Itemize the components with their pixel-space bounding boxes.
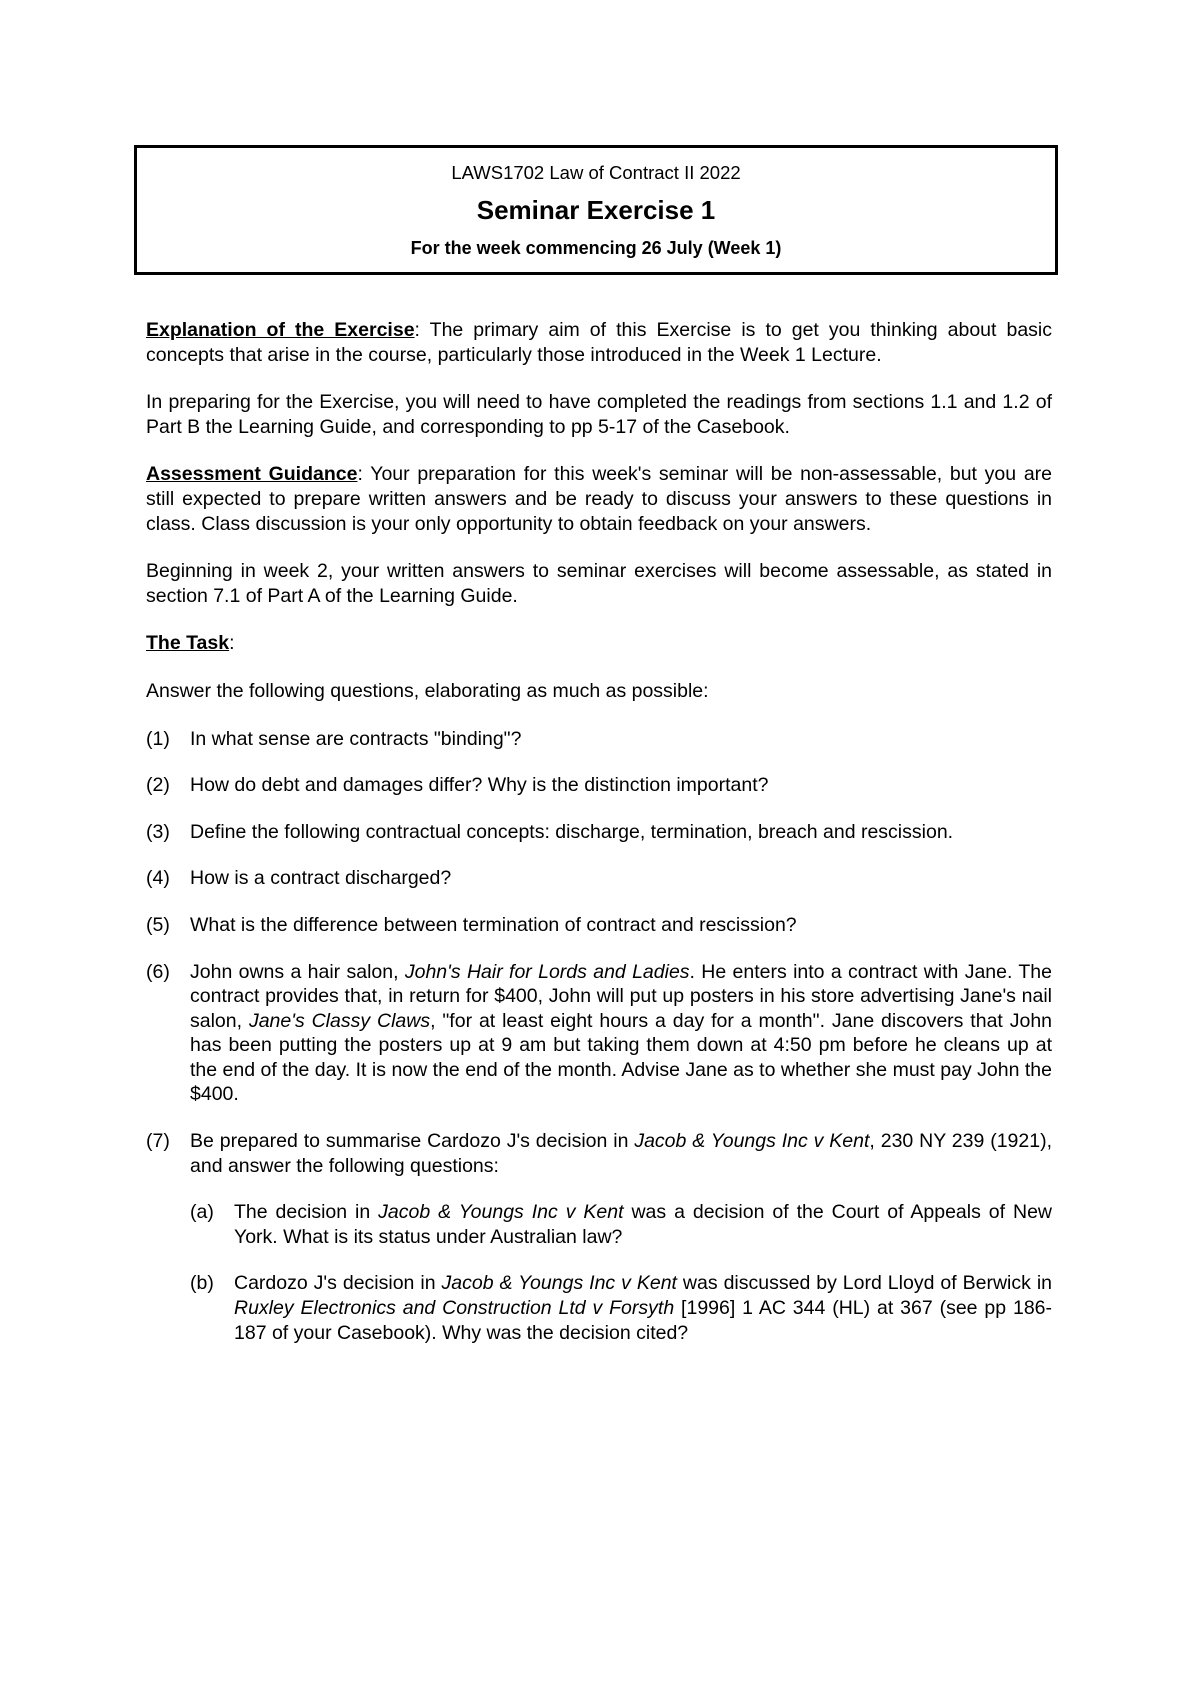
task-intro: Answer the following questions, elaborating as much as possible: <box>146 679 709 702</box>
question-text <box>190 1129 1052 1345</box>
text-segment: Be prepared to summarise Cardozo J's decision in <box>190 1130 635 1153</box>
text-segment: [1996] 1 AC 344 (HL) at 367 (see pp 186-187 of your Casebook). Why was the decision cited? <box>234 1297 1052 1344</box>
beginning-paragraph: Beginning in week 2, your written answers to seminar exercises will become assessable, as stated in section 7.1 of Part A of the Learning Guide. <box>146 560 1052 607</box>
text-segment: was a decision of the Court of Appeals of New York. What is its status under Australian law? <box>234 1201 1053 1248</box>
sub-question-number: (b) <box>190 1272 214 1295</box>
question-lead <box>190 1129 1052 1178</box>
explanation-paragraph <box>146 318 1052 367</box>
text-segment: , "for at least eight hours a day for a month". Jane discovers that John has been putting the posters up at 9 am but taking them down at 4:50 pm before he cleans up at the end of the day. It is now the end of the month. Advise Jane as to whether she must pay John the $400. <box>190 1009 1053 1106</box>
text-segment: . He enters into a contract with Jane. The contract provides that, in return for $400, John will put up posters in his store advertising Jane's nail salon, <box>190 960 1052 1032</box>
question-text: How do debt and damages differ? Why is the distinction important? <box>190 774 769 797</box>
sub-question-text <box>234 1200 1052 1249</box>
text-segment: John owns a hair salon, <box>190 960 405 983</box>
sub-question-list <box>190 1200 1052 1345</box>
question-item <box>146 866 1052 891</box>
text-segment: was discussed by Lord Lloyd of Berwick in <box>676 1272 1053 1295</box>
question-text: How is a contract discharged? <box>190 867 452 890</box>
title-box <box>134 145 1058 275</box>
seminar-title: Seminar Exercise 1 <box>476 195 716 225</box>
text-segment: , 230 NY 239 (1921), and answer the following questions: <box>190 1130 1053 1177</box>
document-body <box>146 318 1052 1367</box>
case-name: Ruxley Electronics and Construction Ltd v Forsyth <box>234 1297 675 1320</box>
case-name: Jacob & Youngs Inc v Kent <box>441 1272 677 1295</box>
question-number: (7) <box>146 1130 170 1153</box>
question-text: What is the difference between termination of contract and rescission? <box>190 913 797 936</box>
question-item <box>146 727 1052 752</box>
sub-question-item <box>190 1200 1052 1249</box>
text-segment: The decision in <box>234 1201 379 1224</box>
sub-question-item <box>190 1271 1052 1345</box>
question-number: (6) <box>146 960 170 983</box>
question-text: Define the following contractual concepts: discharge, termination, breach and rescission. <box>190 820 954 843</box>
case-name: Jacob & Youngs Inc v Kent <box>378 1201 624 1224</box>
salon-name: John's Hair for Lords and Ladies <box>404 960 690 983</box>
question-item <box>146 1129 1052 1345</box>
case-name: Jacob & Youngs Inc v Kent <box>634 1130 870 1153</box>
question-number: (4) <box>146 867 170 890</box>
task-heading <box>146 631 1052 656</box>
question-number: (5) <box>146 913 170 936</box>
explanation-label: Explanation of the Exercise <box>146 319 415 341</box>
question-item <box>146 773 1052 798</box>
assessment-label: Assessment Guidance <box>146 463 358 486</box>
assessment-paragraph <box>146 462 1052 536</box>
task-label: The Task <box>146 632 230 655</box>
explanation-text: : The primary aim of this Exercise is to get you thinking about basic concepts that arise in the course, particularly those introduced in the Week 1 Lecture. <box>146 319 1052 366</box>
question-item <box>146 913 1052 938</box>
question-number: (1) <box>146 727 170 750</box>
question-text <box>190 960 1052 1108</box>
nail-salon-name: Jane's Classy Claws <box>248 1009 431 1032</box>
sub-question-number: (a) <box>190 1201 214 1224</box>
question-number: (2) <box>146 774 170 797</box>
question-list <box>146 727 1052 1346</box>
task-suffix: : <box>229 632 235 655</box>
question-item <box>146 820 1052 845</box>
assessment-text: : Your preparation for this week's seminar will be non-assessable, but you are still expected to prepare written answers and be ready to discuss your answers to these questions in class. Class discussion is your only opportunity to obtain feedback on your answers. <box>146 463 1053 535</box>
sub-question-text <box>234 1271 1052 1345</box>
question-item <box>146 960 1052 1108</box>
course-title: LAWS1702 Law of Contract II 2022 <box>451 162 741 183</box>
text-segment: Cardozo J's decision in <box>234 1272 442 1295</box>
question-number: (3) <box>146 820 170 843</box>
preparing-paragraph: In preparing for the Exercise, you will need to have completed the readings from sections 1.1 and 1.2 of Part B the Learning Guide, and corresponding to pp 5-17 of the Casebook. <box>146 391 1052 438</box>
week-line: For the week commencing 26 July (Week 1) <box>410 238 782 258</box>
question-text: In what sense are contracts "binding"? <box>190 727 522 750</box>
